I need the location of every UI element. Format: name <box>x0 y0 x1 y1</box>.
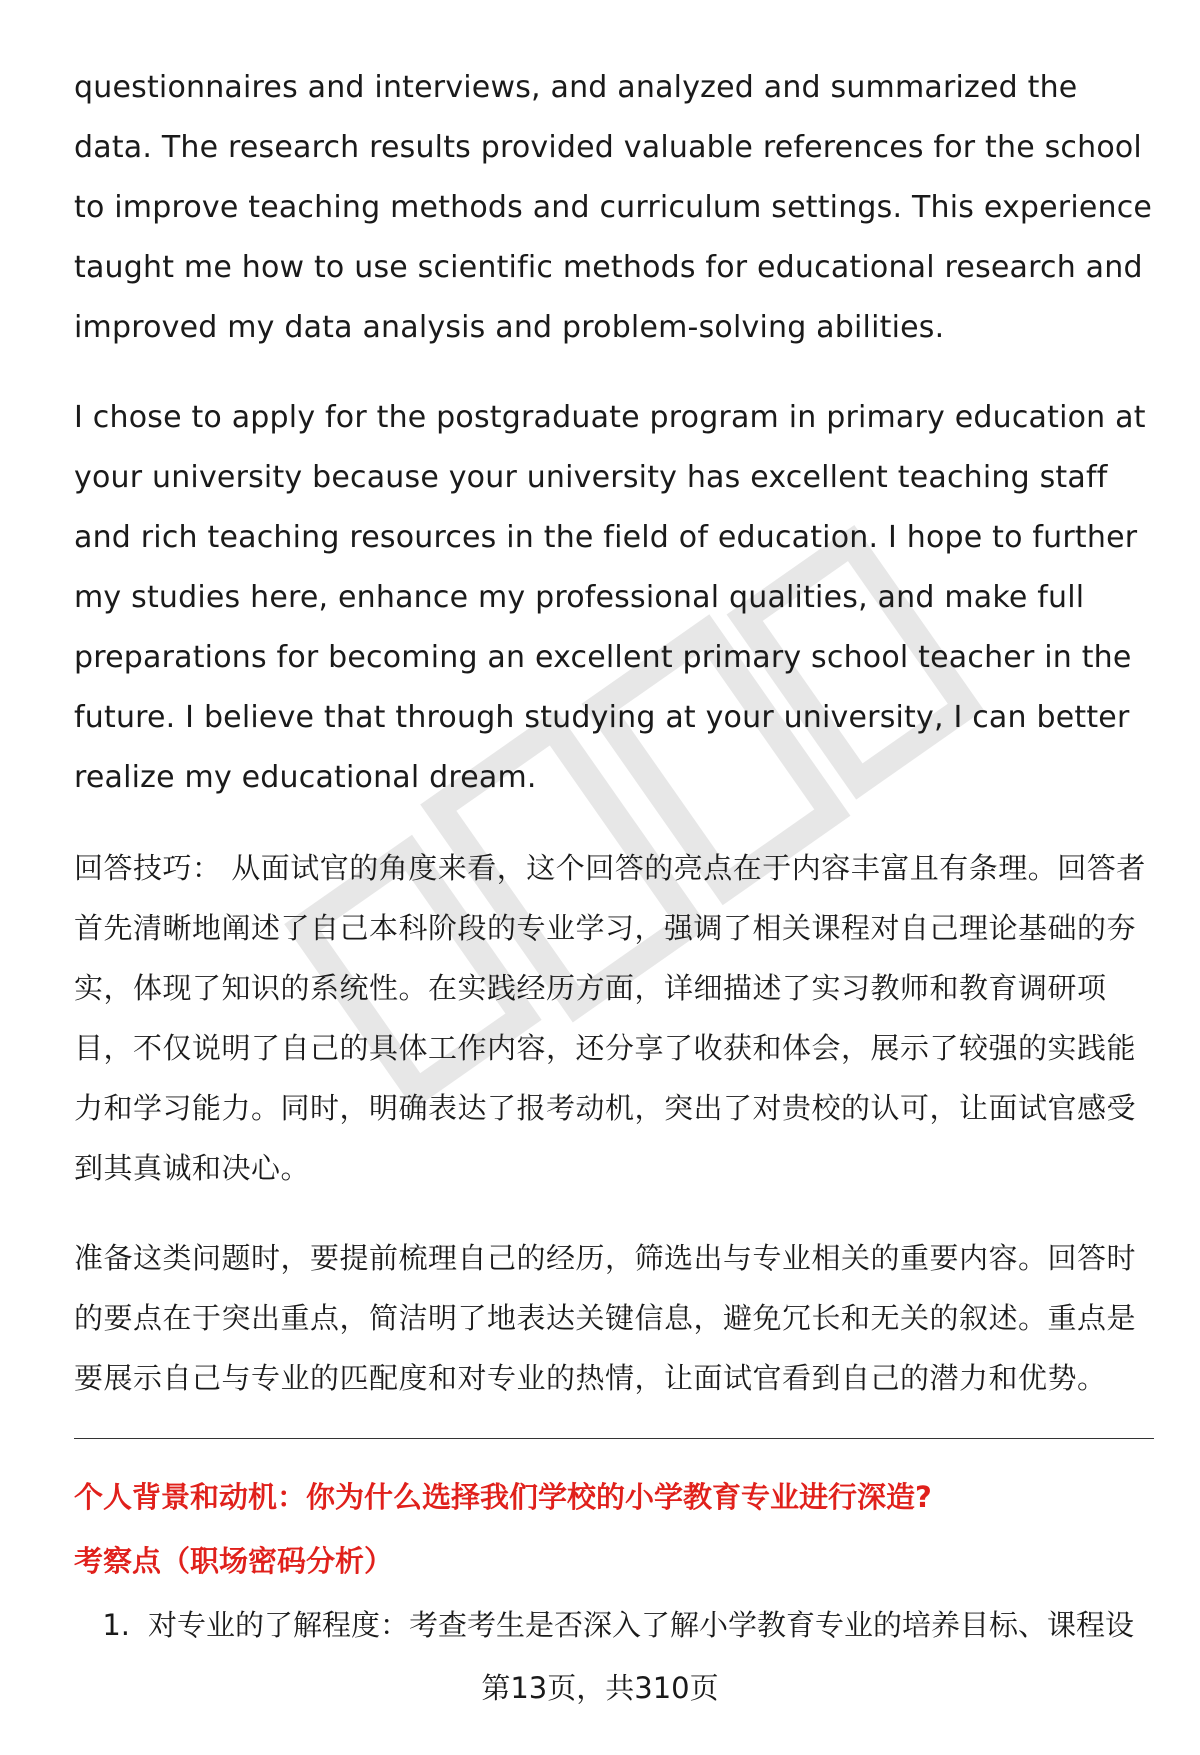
paragraph-answer-tips: 回答技巧： 从面试官的角度来看，这个回答的亮点在于内容丰富且有条理。回答者首先清晰地阐述了自己本科阶段的专业学习，强调了相关课程对自己理论基础的夯实，体现了知识的系统性。在实践经历方面，详细描述了实习教师和教育调研项目，不仅说明了自己的具体工作内容，还分享了收获和体会，展示了较强的实践能力和学习能力。同时，明确表达了报考动机，突出了对贵校的认可，让面试官感受到其真诚和决心。 <box>74 851 1146 1185</box>
list-item-number: 1. <box>102 1608 130 1642</box>
paragraph-motivation: I chose to apply for the postgraduate program in primary education at your university because your university has excellent teaching staff and rich teaching resources in the field of education. I hope to further my studies here, enhance my professional qualities, and make full preparations for becoming an excellent primary school teacher in the future. I believe that through studying at your university, I can better realize my educational dream. <box>74 400 1146 795</box>
question-heading: 个人背景和动机：你为什么选择我们学校的小学教育专业进行深造? <box>74 1480 932 1514</box>
paragraph-preparation: 准备这类问题时，要提前梳理自己的经历，筛选出与专业相关的重要内容。回答时的要点在于突出重点，简洁明了地表达关键信息，避免冗长和无关的叙述。重点是要展示自己与专业的匹配度和对专业的热情，让面试官看到自己的潜力和优势。 <box>74 1241 1137 1395</box>
paragraph-research-experience: questionnaires and interviews, and analyzed and summarized the data. The research results provided valuable references for the school to improve teaching methods and curriculum settings. This experience taught me how to use scientific methods for educational research and improved my data analysis and problem-solving abilities. <box>74 70 1153 345</box>
analysis-heading: 考察点（职场密码分析） <box>74 1544 394 1578</box>
document-page <box>74 58 1154 1653</box>
analysis-list <box>74 1597 1154 1653</box>
section-divider <box>74 1438 1154 1439</box>
list-item <box>74 1597 1154 1653</box>
page-footer: 第13页，共310页 <box>481 1671 719 1705</box>
list-item-text: 对专业的了解程度：考查考生是否深入了解小学教育专业的培养目标、课程设 <box>148 1608 1135 1642</box>
